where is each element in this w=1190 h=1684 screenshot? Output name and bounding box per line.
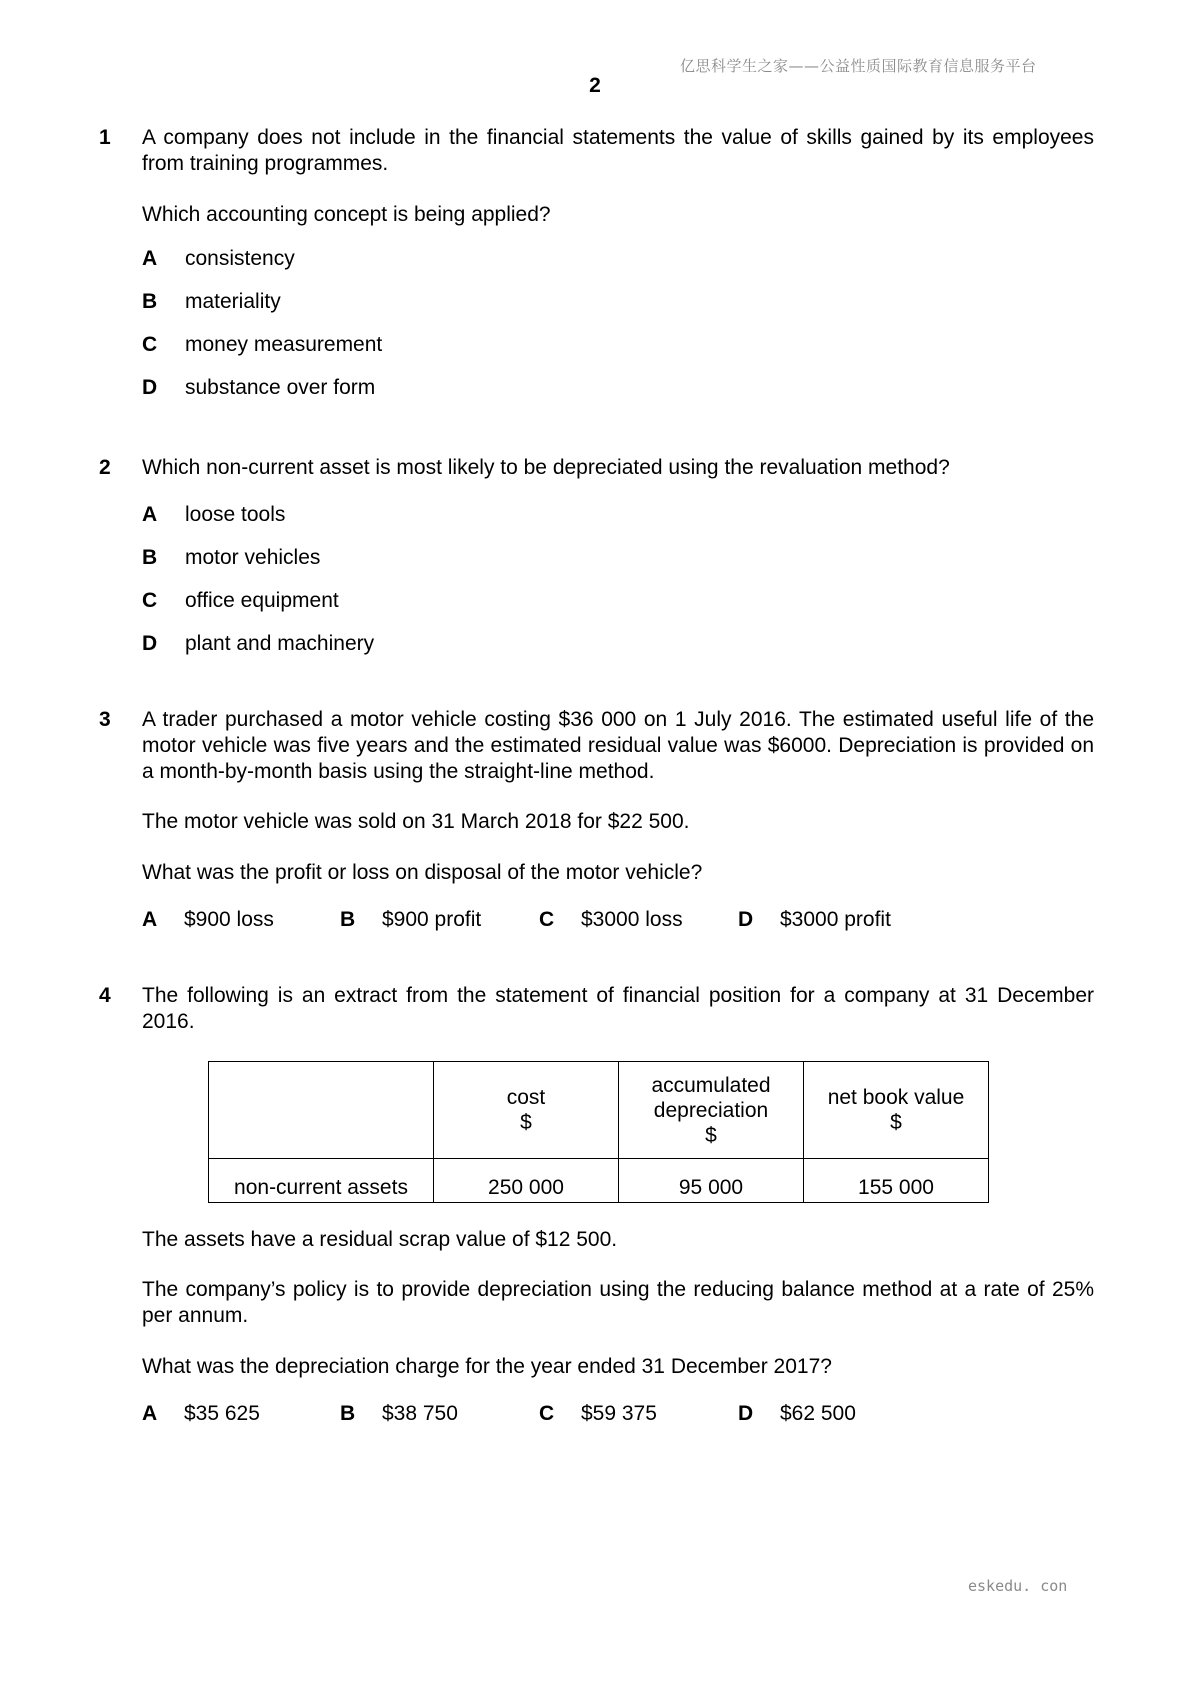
table-cell: non-current assets xyxy=(209,1159,434,1203)
option-letter: C xyxy=(539,908,555,931)
header-line: cost xyxy=(506,1086,546,1109)
question-text: A company does not include in the financial statements the value of skills gained by its employees from training programmes. xyxy=(142,126,1094,175)
header-watermark: 亿思科学生之家——公益性质国际教育信息服务平台 xyxy=(680,57,1037,75)
option-c[interactable] xyxy=(539,907,683,933)
option-d[interactable] xyxy=(738,1401,856,1427)
option-d[interactable] xyxy=(142,375,375,401)
option-b[interactable] xyxy=(340,907,481,933)
option-letter: C xyxy=(142,589,158,612)
table-cell: 155 000 xyxy=(804,1159,989,1203)
option-letter: C xyxy=(539,1402,555,1425)
option-a[interactable] xyxy=(142,907,274,933)
option-letter: B xyxy=(142,546,158,569)
option-text: substance over form xyxy=(185,376,376,399)
option-letter: D xyxy=(142,632,158,655)
option-letter: A xyxy=(142,908,158,931)
option-a[interactable] xyxy=(142,246,295,272)
option-text: office equipment xyxy=(185,589,339,612)
option-text: motor vehicles xyxy=(185,546,321,569)
question-prompt: What was the depreciation charge for the year ended 31 December 2017? xyxy=(142,1355,832,1378)
option-text: plant and machinery xyxy=(185,632,375,655)
option-text: $900 loss xyxy=(184,908,274,931)
option-c[interactable] xyxy=(142,588,339,614)
question-number: 2 xyxy=(99,456,111,479)
option-b[interactable] xyxy=(142,289,281,315)
header-line: $ xyxy=(890,1111,902,1134)
option-letter: D xyxy=(142,376,158,399)
table-cell: 250 000 xyxy=(434,1159,619,1203)
question-prompt: Which accounting concept is being applied? xyxy=(142,203,551,226)
question-text-3: The company’s policy is to provide depreciation using the reducing balance method at a rate of 25% per annum. xyxy=(142,1278,1094,1327)
financial-position-table xyxy=(208,1061,989,1203)
option-text: materiality xyxy=(185,290,281,313)
option-text: loose tools xyxy=(185,503,286,526)
option-c[interactable] xyxy=(142,332,382,358)
table-cell: 95 000 xyxy=(619,1159,804,1203)
option-text: money measurement xyxy=(185,333,383,356)
table-row xyxy=(209,1159,989,1203)
option-text: $62 500 xyxy=(780,1402,856,1425)
page-number: 2 xyxy=(589,74,601,97)
table-header-cell xyxy=(804,1062,989,1159)
table-header-cell xyxy=(619,1062,804,1159)
option-letter: B xyxy=(340,908,356,931)
table-header-cell xyxy=(434,1062,619,1159)
option-text: $35 625 xyxy=(184,1402,260,1425)
option-text: $3000 loss xyxy=(581,908,683,931)
header-line: accumulated xyxy=(651,1073,771,1097)
option-c[interactable] xyxy=(539,1401,657,1427)
question-text: The following is an extract from the statement of financial position for a company at 31 December 2016. xyxy=(142,984,1094,1033)
option-a[interactable] xyxy=(142,1401,260,1427)
option-letter: D xyxy=(738,1402,754,1425)
option-letter: A xyxy=(142,503,158,526)
question-text-2: The motor vehicle was sold on 31 March 2018 for $22 500. xyxy=(142,810,690,833)
question-text: A trader purchased a motor vehicle costing $36 000 on 1 July 2016. The estimated useful life of the motor vehicle was five years and the estimated residual value was $6000. Depreciation is provided on a month-by-month basis using the straight-line method. xyxy=(142,708,1094,783)
option-text: $900 profit xyxy=(382,908,482,931)
question-number: 4 xyxy=(99,984,111,1007)
option-text: $59 375 xyxy=(581,1402,657,1425)
option-letter: B xyxy=(340,1402,356,1425)
table-header-cell xyxy=(209,1062,434,1159)
question-number: 1 xyxy=(99,126,111,149)
table-header-row xyxy=(209,1062,989,1159)
option-letter: D xyxy=(738,908,754,931)
option-letter: A xyxy=(142,1402,158,1425)
question-text: Which non-current asset is most likely to be depreciated using the revaluation method? xyxy=(142,456,950,479)
header-line: depreciation xyxy=(653,1098,769,1122)
option-d[interactable] xyxy=(142,631,374,657)
option-letter: C xyxy=(142,333,158,356)
option-b[interactable] xyxy=(142,545,320,571)
header-line: $ xyxy=(520,1111,532,1134)
option-a[interactable] xyxy=(142,502,285,528)
footer-watermark: eskedu. con xyxy=(968,1577,1068,1595)
option-text: $3000 profit xyxy=(780,908,891,931)
question-text-2: The assets have a residual scrap value of $12 500. xyxy=(142,1228,618,1251)
option-text: consistency xyxy=(185,247,295,270)
header-line: net book value xyxy=(827,1086,965,1109)
option-d[interactable] xyxy=(738,907,891,933)
question-number: 3 xyxy=(99,708,111,731)
header-line: $ xyxy=(705,1123,717,1147)
option-letter: A xyxy=(142,247,158,270)
option-letter: B xyxy=(142,290,158,313)
question-prompt: What was the profit or loss on disposal of the motor vehicle? xyxy=(142,861,703,884)
option-b[interactable] xyxy=(340,1401,458,1427)
option-text: $38 750 xyxy=(382,1402,458,1425)
